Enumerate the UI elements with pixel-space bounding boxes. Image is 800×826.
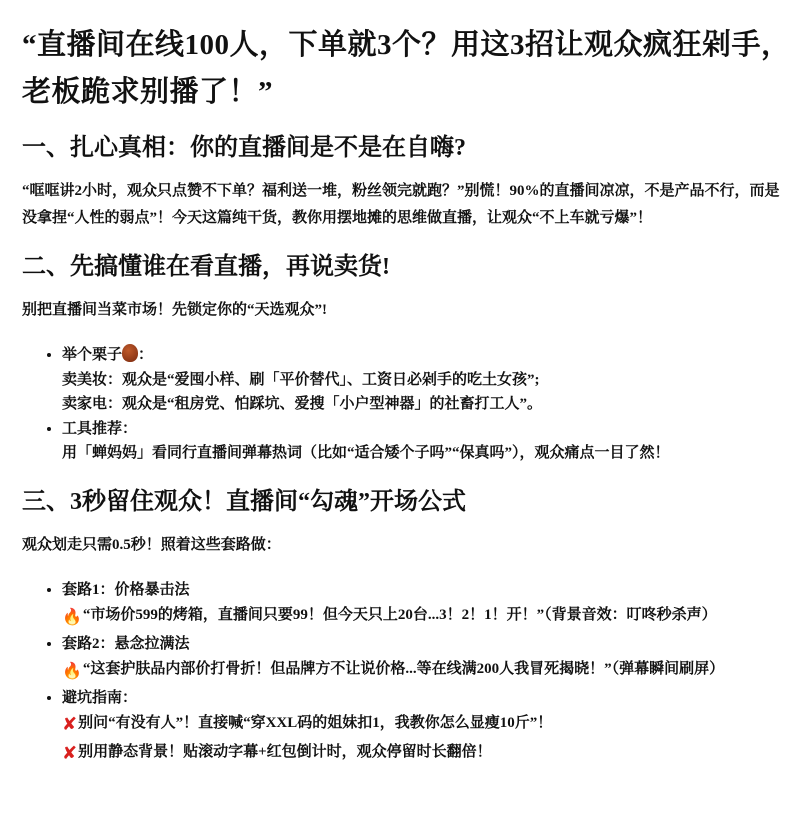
item-label: 套路1：价格暴击法 bbox=[62, 581, 190, 598]
item-line: 卖家电：观众是“租房党、怕踩坑、爱搜「小户型神器」的社畜打工人”。 bbox=[62, 396, 543, 412]
fire-icon: 🔥 bbox=[62, 663, 82, 680]
list-item bbox=[62, 578, 792, 632]
section2-heading: 二、先搞懂谁在看直播，再说卖货! bbox=[22, 254, 390, 280]
item-suffix: ： bbox=[138, 347, 154, 363]
cross-icon: ✘ bbox=[62, 742, 78, 764]
list-item bbox=[62, 343, 792, 417]
item-line: “市场价599的烤箱，直播间只要99！但今天只上20台...3！2！1！开！”（背景音效：叮咚秒杀声） bbox=[82, 607, 717, 623]
list-item bbox=[62, 686, 792, 768]
item-label: 工具推荐： bbox=[62, 420, 138, 437]
chestnut-icon bbox=[122, 344, 138, 362]
section1-heading: 一、扎心真相：你的直播间是不是在自嗨? bbox=[22, 135, 466, 161]
list-item bbox=[62, 417, 792, 466]
item-line: “这套护肤品内部价打骨折！但品牌方不让说价格...等在线满200人我冒死揭晓！”（弹幕瞬间刷屏） bbox=[82, 661, 725, 677]
item-label: 举个栗子 bbox=[62, 347, 123, 363]
item-line: 用「蝉妈妈」看同行直播间弹幕热词（比如“适合矮个子吗”“保真吗”），观众痛点一目了然！ bbox=[62, 445, 670, 461]
section1-paragraph: “哐哐讲2小时，观众只点赞不下单？福利送一堆，粉丝领完就跑？”别慌！90%的直播间凉凉，不是产品不行，而是没拿捏“人性的弱点”！今天这篇纯干货，教你用摆地摊的思维做直播，让观众“不上车就亏爆”！ bbox=[22, 183, 780, 226]
fire-icon: 🔥 bbox=[62, 609, 82, 626]
section2-list bbox=[22, 343, 792, 466]
item-line: 别用静态背景！贴滚动字幕+红包倒计时，观众停留时长翻倍！ bbox=[78, 743, 492, 760]
cross-icon: ✘ bbox=[62, 714, 78, 735]
list-item bbox=[62, 632, 792, 686]
item-line: 别问“有没有人”！直接喊“穿XXL码的姐妹扣1，我教你怎么显瘦10斤”！ bbox=[78, 715, 553, 731]
item-label: 避坑指南： bbox=[62, 689, 138, 706]
section3-heading: 三、3秒留住观众！直播间“勾魂”开场公式 bbox=[22, 488, 466, 515]
section3-intro: 观众划走只需0.5秒！照着这些套路做： bbox=[22, 536, 281, 553]
section2-intro: 别把直播间当菜市场！先锁定你的“天选观众”! bbox=[22, 302, 327, 318]
item-line: 卖美妆：观众是“爱囤小样、刷「平价替代」、工资日必剁手的吃土女孩”; bbox=[62, 371, 540, 388]
section3-list bbox=[22, 578, 792, 768]
item-label: 套路2：悬念拉满法 bbox=[62, 635, 190, 652]
article-title: “直播间在线100人，下单就3个？用这3招让观众疯狂剁手，老板跪求别播了！” bbox=[22, 29, 791, 108]
